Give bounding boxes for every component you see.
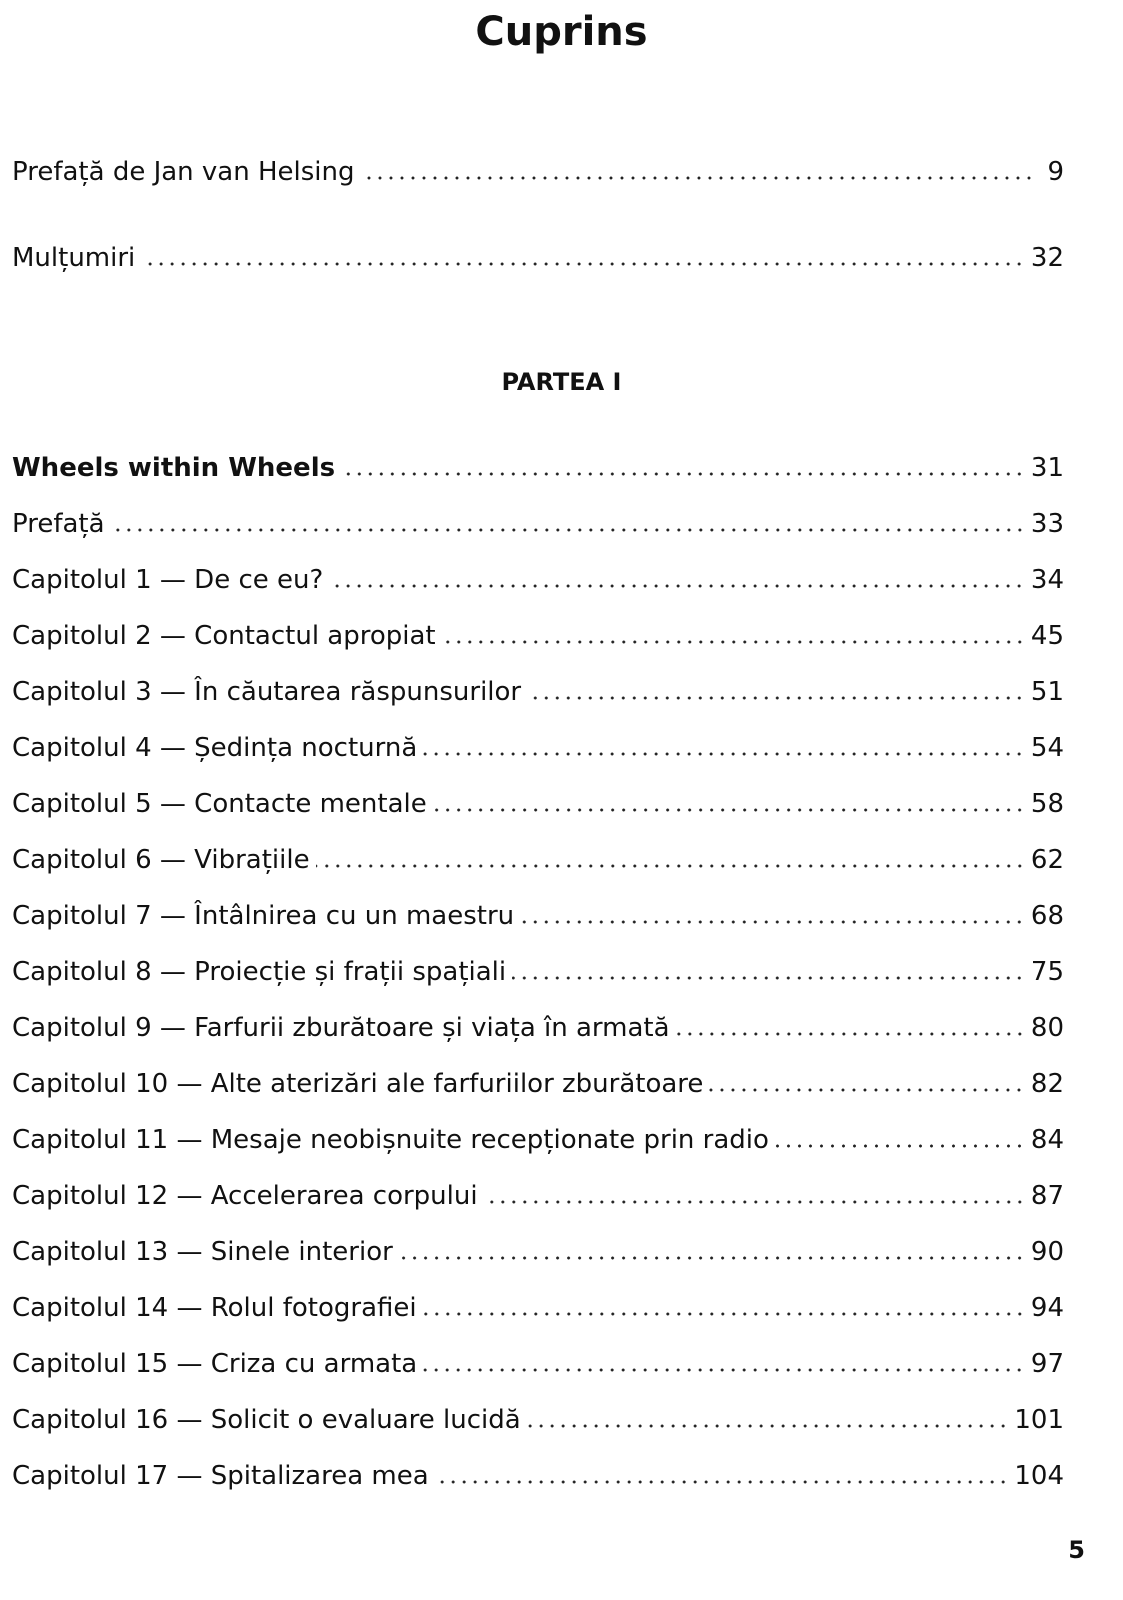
dot-leader <box>423 1310 1025 1318</box>
toc-entry-page: 94 <box>1030 1293 1064 1323</box>
toc-entry-page: 45 <box>1030 621 1064 651</box>
toc-entry-label: Prefață <box>12 509 105 539</box>
toc-entry-page: 80 <box>1030 1013 1064 1043</box>
toc-entry-acknowledgements[interactable] <box>12 238 1064 278</box>
toc-entry-label: Prefață de Jan van Helsing <box>12 157 355 187</box>
dot-leader <box>527 694 1025 702</box>
dot-leader <box>399 1254 1025 1262</box>
dot-leader <box>676 1030 1025 1038</box>
toc-entry-label: Wheels within Wheels <box>12 453 336 483</box>
toc-entry-chapter-7[interactable] <box>12 896 1064 936</box>
dot-leader <box>775 1142 1025 1150</box>
toc-entry-page: 33 <box>1030 509 1064 539</box>
part-heading: PARTEA I <box>501 368 622 396</box>
dot-leader <box>484 1198 1025 1206</box>
toc-entry-chapter-17[interactable] <box>12 1456 1064 1496</box>
toc-entry-label: Capitolul 1 — De ce eu? <box>12 565 324 595</box>
toc-entry-label: Capitolul 9 — Farfurii zburătoare și viața în armată <box>12 1013 670 1043</box>
toc-entry-label: Capitolul 12 — Accelerarea corpului <box>12 1181 478 1211</box>
toc-entry-page: 62 <box>1030 845 1064 875</box>
toc-entry-page: 51 <box>1030 677 1064 707</box>
toc-entry-wheels-within-wheels[interactable] <box>12 448 1064 488</box>
toc-entry-page: 9 <box>1047 157 1064 187</box>
toc-entry-chapter-8[interactable] <box>12 952 1064 992</box>
toc-entry-chapter-4[interactable] <box>12 728 1064 768</box>
toc-entry-chapter-10[interactable] <box>12 1064 1064 1104</box>
dot-leader <box>316 862 1025 870</box>
toc-entry-label: Mulțumiri <box>12 243 136 273</box>
page-title: Cuprins <box>475 9 648 55</box>
dot-leader <box>442 638 1025 646</box>
toc-entry-chapter-6[interactable] <box>12 840 1064 880</box>
toc-entry-chapter-14[interactable] <box>12 1288 1064 1328</box>
toc-entry-label: Capitolul 5 — Contacte mentale <box>12 789 427 819</box>
toc-entry-chapter-15[interactable] <box>12 1344 1064 1384</box>
toc-entry-label: Capitolul 4 — Ședința nocturnă <box>12 733 418 763</box>
toc-entry-page: 84 <box>1030 1125 1064 1155</box>
dot-leader <box>520 918 1025 926</box>
dot-leader <box>512 974 1025 982</box>
dot-leader <box>709 1086 1024 1094</box>
toc-entry-label: Capitolul 16 — Solicit o evaluare lucidă <box>12 1405 521 1435</box>
toc-entry-chapter-5[interactable] <box>12 784 1064 824</box>
toc-entry-preface[interactable] <box>12 504 1064 544</box>
toc-entry-label: Capitolul 11 — Mesaje neobișnuite recepționate prin radio <box>12 1125 769 1155</box>
toc-entry-label: Capitolul 6 — Vibrațiile <box>12 845 310 875</box>
toc-entry-preface-helsing[interactable] <box>12 152 1064 192</box>
toc-entry-page: 58 <box>1030 789 1064 819</box>
toc-entry-chapter-1[interactable] <box>12 560 1064 600</box>
dot-leader <box>527 1422 1009 1430</box>
dot-leader <box>435 1478 1009 1486</box>
toc-entry-chapter-3[interactable] <box>12 672 1064 712</box>
toc-entry-label: Capitolul 8 — Proiecție și frații spațiali <box>12 957 507 987</box>
toc-entry-label: Capitolul 13 — Sinele interior <box>12 1237 393 1267</box>
dot-leader <box>111 526 1025 534</box>
toc-entry-page: 90 <box>1030 1237 1064 1267</box>
toc-entry-chapter-2[interactable] <box>12 616 1064 656</box>
toc-entry-chapter-16[interactable] <box>12 1400 1064 1440</box>
toc-entry-page: 68 <box>1030 901 1064 931</box>
page-number: 5 <box>1068 1536 1085 1564</box>
toc-entry-label: Capitolul 17 — Spitalizarea mea <box>12 1461 429 1491</box>
toc-entry-chapter-12[interactable] <box>12 1176 1064 1216</box>
dot-leader <box>433 806 1025 814</box>
toc-entry-page: 54 <box>1030 733 1064 763</box>
toc-entry-page: 101 <box>1014 1405 1064 1435</box>
toc-entry-page: 104 <box>1014 1461 1064 1491</box>
dot-leader <box>341 470 1025 478</box>
toc-entry-chapter-13[interactable] <box>12 1232 1064 1272</box>
toc-entry-page: 32 <box>1030 243 1064 273</box>
toc-entry-page: 97 <box>1030 1349 1064 1379</box>
toc-entry-chapter-11[interactable] <box>12 1120 1064 1160</box>
toc-entry-page: 82 <box>1030 1069 1064 1099</box>
toc-entry-label: Capitolul 3 — În căutarea răspunsurilor <box>12 677 522 707</box>
dot-leader <box>141 260 1025 268</box>
toc-entry-page: 87 <box>1030 1181 1064 1211</box>
toc-entry-page: 34 <box>1030 565 1064 595</box>
dot-leader <box>329 582 1025 590</box>
toc-entry-label: Capitolul 15 — Criza cu armata <box>12 1349 418 1379</box>
toc-entry-label: Capitolul 7 — Întâlnirea cu un maestru <box>12 901 515 931</box>
toc-entry-page: 31 <box>1030 453 1064 483</box>
dot-leader <box>361 174 1034 182</box>
dot-leader <box>423 1366 1025 1374</box>
dot-leader <box>423 750 1025 758</box>
toc-entry-page: 75 <box>1030 957 1064 987</box>
toc-entry-label: Capitolul 2 — Contactul apropiat <box>12 621 436 651</box>
toc-entry-label: Capitolul 14 — Rolul fotografiei <box>12 1293 417 1323</box>
toc-entry-label: Capitolul 10 — Alte aterizări ale farfuriilor zburătoare <box>12 1069 704 1099</box>
toc-entry-chapter-9[interactable] <box>12 1008 1064 1048</box>
